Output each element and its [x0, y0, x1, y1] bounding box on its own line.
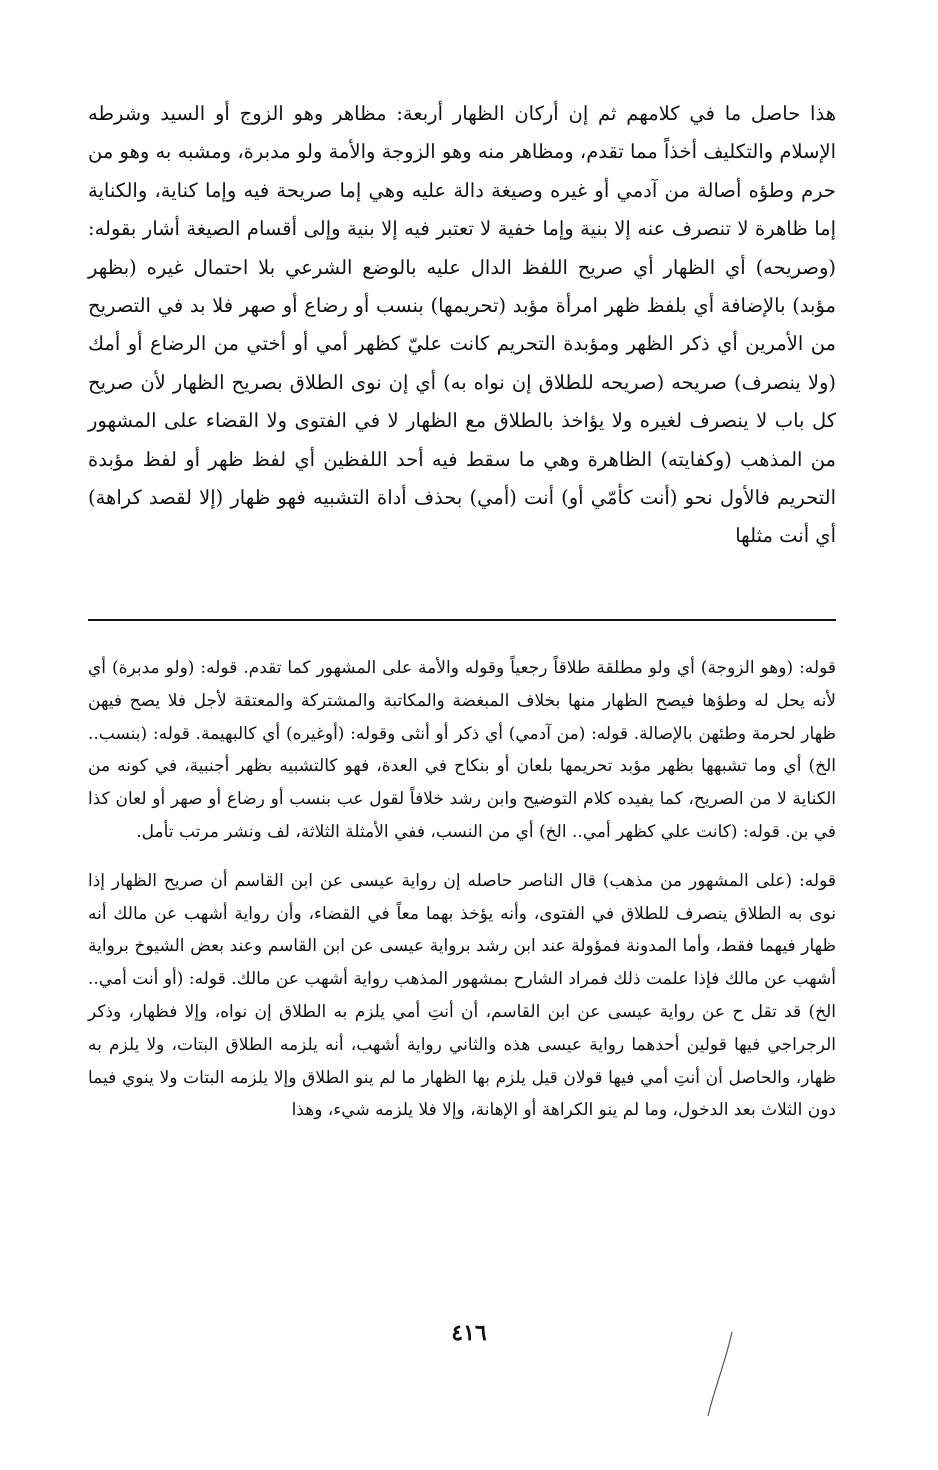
main-paragraph: هذا حاصل ما في كلامهم ثم إن أركان الظهار أربعة: مظاهر وهو الزوج أو السيد وشرطه الإسلام والتكليف أخذاً مما تقدم، ومظاهر منه وهو الزوجة والأمة ولو مدبرة، ومشبه به وهو من حرم وطؤه أصالة من آدمي أو غيره وصيغة دالة عليه وهي إما صريحة فيه وإما كناية، والكناية إما ظاهرة لا تنصرف عنه إلا بنية وإما خفية لا تعتبر فيه إلا بنية وإلى أقسام الصيغة أشار بقوله: (وصريحه) أي الظهار أي صريح اللفظ الدال عليه بالوضع الشرعي بلا احتمال غيره (بظهر مؤبد) بالإضافة أي بلفظ ظهر امرأة مؤبد (تحريمها) بنسب أو رضاع أو صهر فلا بد في التصريح من الأمرين أي ذكر الظهر ومؤبدة التحريم كانت عليّ كظهر أمي أو أختي من الرضاع أو أمك (ولا ينصرف) صريحه (صريحه للطلاق إن نواه به) أي إن نوى الطلاق بصريح الظهار لأن صريح كل باب لا ينصرف لغيره ولا يؤاخذ بالطلاق مع الظهار لا في الفتوى ولا القضاء على المشهور من المذهب (وكفايته) الظاهرة وهي ما سقط فيه أحد اللفظين أي لفظ ظهر أو لفظ مؤبدة التحريم فالأول نحو (أنت كأمّي أو) أنت (أمي) بحذف أداة التشبيه فهو ظهار (إلا لقصد كراهة) أي أنت مثلها — [88, 102, 836, 548]
footnote-2: قوله: (على المشهور من مذهب) قال الناصر حاصله إن رواية عيسى عن ابن القاسم أن صريح الظهار إذا نوى به الطلاق ينصرف للطلاق في الفتوى، وأنه يؤخذ بهما معاً في القضاء، وأن رواية أشهب عن مالك أنه ظهار فيهما فقط، وأما المدونة فمؤولة عند ابن رشد برواية عيسى عن ابن القاسم وعند بعض الشيوخ برواية أشهب عن مالك فإذا علمت ذلك فمراد الشارح بمشهور المذهب رواية أشهب عن مالك. قوله: (أو أنت أمي.. الخ) قد تقل ح عن رواية عيسى عن ابن القاسم، أن أنتِ أمي يلزم به الطلاق إن نواه، وإلا فظهار، وذكر الرجراجي فيها قولين أحدهما رواية عيسى هذه والثاني رواية أشهب، أنه يلزمه الطلاق البتات، ولا يلزم به ظهار، والحاصل أن أنتِ أمي فيها قولان قيل يلزم بها الظهار ما لم ينو الطلاق وإلا يلزمه البتات ولا ينوي فيما دون الثلاث بعد الدخول، وما لم ينو الكراهة أو الإهانة، وإلا فلا يلزمه شيء، وهذا — [88, 870, 836, 1121]
footnotes-block — [88, 652, 836, 1143]
pen-stroke-mark — [700, 1330, 740, 1420]
footnote-1: قوله: (وهو الزوجة) أي ولو مطلقة طلاقاً رجعياً وقوله والأمة على المشهور كما تقدم. قوله: (ولو مدبرة) أي لأنه يحل له وطؤها فيصح الظهار منها بخلاف المبغضة والمكاتبة والمشتركة والمعتقة لأجل فلا يصح فيهن ظهار لحرمة وطئهن بالإصالة. قوله: (من آدمي) أي ذكر أو أنثى وقوله: (أوغيره) أي كالبهيمة. قوله: (بنسب.. الخ) أي وما تشبهها بظهر مؤبد تحريمها بلعان أو بنكاح في العدة، فهو كالتشبيه بظهر أجنبية، في كونه من الكناية لا من الصريح، كما يفيده كلام التوضيح وابن رشد خلافاً لقول عب بنسب أو رضاع أو صهر أو لعان كذا في بن. قوله: (كانت علي كظهر أمي.. الخ) أي من النسب، ففي الأمثلة الثلاثة، لف ونشر مرتب تأمل. — [88, 658, 836, 842]
main-text-block — [88, 95, 836, 556]
main-text — [88, 95, 836, 556]
footnote-separator — [88, 619, 836, 621]
page-number: ٤١٦ — [451, 1320, 487, 1346]
